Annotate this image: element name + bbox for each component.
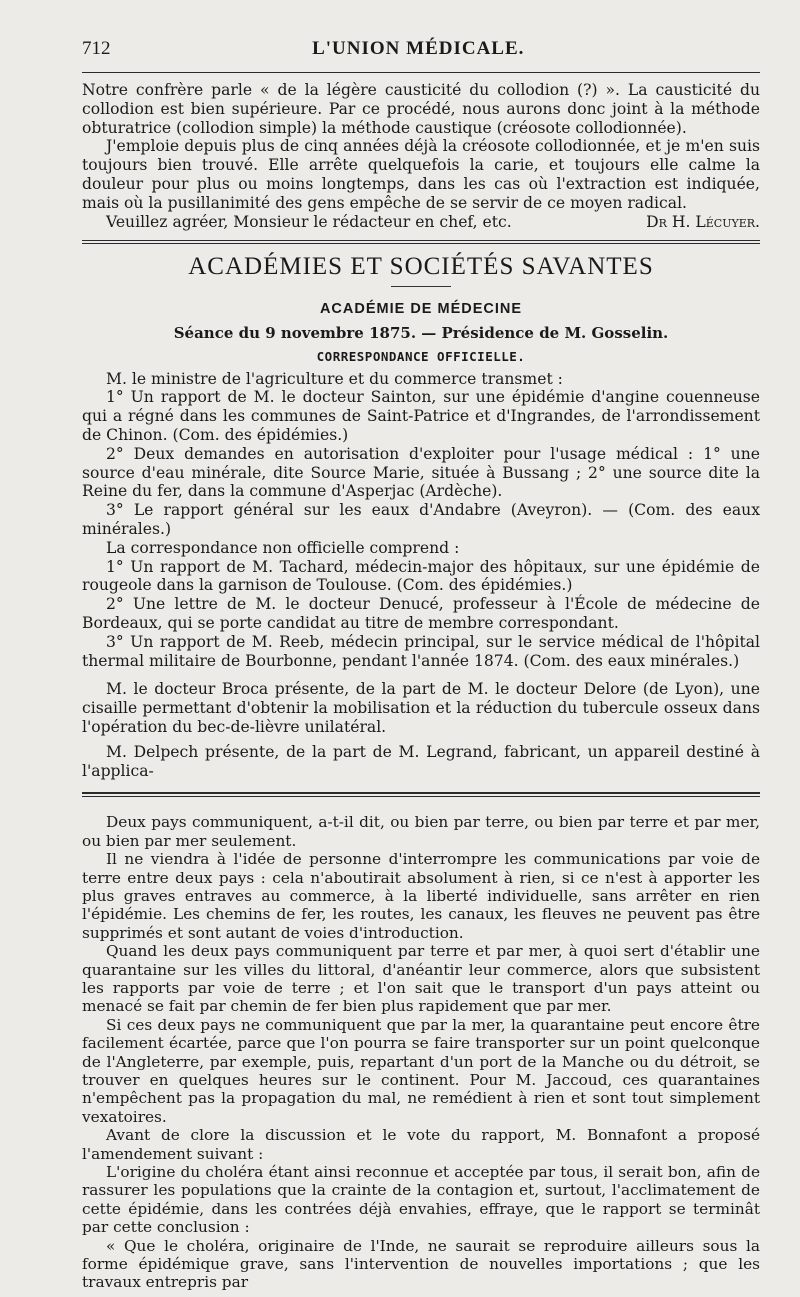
- section-title: ACADÉMIES ET SOCIÉTÉS SAVANTES: [188, 252, 654, 280]
- page-header: [82, 38, 760, 73]
- paragraph: 2° Deux demandes en autorisation d'exploiter pour l'usage médical : 1° une source d'eau minérale, dite Source Marie, située à Bussang ; 2° une source dite la Reine du fer, dans la commune d'Asperjac (Ardèche).: [82, 444, 760, 501]
- paragraph: 1° Un rapport de M. le docteur Sainton, sur une épidémie d'angine couenneuse qui a régné dans les communes de Saint-Patrice et d'Ingrandes, de l'arrondissement de Chinon. (Com. des épidémies.): [82, 388, 760, 444]
- paragraph: M. le ministre de l'agriculture et du commerce transmet :: [106, 369, 563, 388]
- letter-signoff: [82, 213, 760, 232]
- paragraph: 3° Un rapport de M. Reeb, médecin principal, sur le service médical de l'hôpital thermal militaire de Bourbonne, pendant l'année 1874. (Com. des eaux minérales.): [82, 632, 760, 670]
- paragraph: Avant de clore la discussion et le vote du rapport, M. Bonnafont a proposé l'amendement suivant :: [82, 1126, 760, 1163]
- seance-heading: Séance du 9 novembre 1875. — Présidence de M. Gosselin.: [173, 323, 669, 342]
- paragraph: M. le docteur Broca présente, de la part de M. le docteur Delore (de Lyon), une cisaille permettant d'obtenir la mobilisation et la réduction du tubercule osseux dans l'opération du bec-de-lièvre unilatéral.: [82, 680, 760, 736]
- feuilleton-text: [82, 813, 760, 1292]
- paragraph: Deux pays communiquent, a-t-il dit, ou bien par terre, ou bien par terre et par mer, ou bien par mer seulement.: [82, 813, 760, 850]
- section-divider: [82, 240, 760, 244]
- page-number: 712: [82, 38, 111, 59]
- title-underline: [391, 286, 451, 287]
- paragraph: L'origine du choléra étant ainsi reconnue et acceptée par tous, il serait bon, afin de rassurer les populations que la crainte de la contagion et, surtout, l'acclimatement de cette épidémie, dans les contrées déjà envahies, effraye, que le rapport se terminât par cette conclusion :: [82, 1163, 760, 1237]
- academy-heading: ACADÉMIE DE MÉDECINE: [319, 300, 523, 317]
- paragraph: « Que le choléra, originaire de l'Inde, ne saurait se reproduire ailleurs sous la forme épidémique grave, sans l'intervention de nouvelles importations ; que les travaux entrepris par: [82, 1236, 760, 1292]
- paragraph: M. Delpech présente, de la part de M. Legrand, fabricant, un appareil destiné à l'applica-: [82, 742, 760, 780]
- paragraph: 2° Une lettre de M. le docteur Denucé, professeur à l'École de médecine de Bordeaux, qui se porte candidat au titre de membre correspondant.: [82, 595, 760, 632]
- correspondance-heading: CORRESPONDANCE OFFICIELLE.: [316, 348, 526, 364]
- paragraph: Il ne viendra à l'idée de personne d'interrompre les communications par voie de terre entre deux pays : cela n'aboutirait absolument à rien, si ce n'est à apporter les plus graves entraves au commerce, à la liberté individuelle, sans arrêter en rien l'épidémie. Les chemins de fer, les routes, les canaux, les fleuves ne peuvent pas être supprimés et sont autant de voies d'introduction.: [82, 850, 760, 942]
- paragraph: Si ces deux pays ne communiquent que par la mer, la quarantaine peut encore être facilement écartée, parce que l'on pourra se faire transporter sur un point quelconque de l'Angleterre, par exemple, puis, repartant d'un port de la Manche ou du détroit, se trouver en quelques heures sur le continent. Pour M. Jaccoud, ces quarantaines n'empêchent pas la propagation du mal, ne remédient à rien et sont tout simplement vexatoires.: [82, 1015, 760, 1126]
- letter-signature: Dr H. Lécuyer.: [646, 212, 760, 231]
- paragraph: Quand les deux pays communiquent par terre et par mer, à quoi sert d'établir une quarantaine sur les villes du littoral, d'anéantir leur commerce, alors que subsistent les rapports par voie de terre ; et l'on sait que le transport d'un pays atteint ou menacé se fait par chemin de fer bien plus rapidement que par mer.: [82, 942, 760, 1016]
- journal-title: L'UNION MÉDICALE.: [312, 38, 525, 59]
- column-divider: [82, 792, 760, 797]
- letter-paragraph: Notre confrère parle « de la légère causticité du collodion (?) ». La causticité du collodion est bien supérieure. Par ce procédé, nous aurons donc joint à la méthode obturatrice (collodion simple) la méthode caustique (créosote collodionnée).: [82, 81, 760, 137]
- paragraph: 1° Un rapport de M. Tachard, médecin-major des hôpitaux, sur une épidémie de rougeole dans la garnison de Toulouse. (Com. des épidémies.): [82, 557, 760, 595]
- paragraph: 3° Le rapport général sur les eaux d'Andabre (Aveyron). — (Com. des eaux minérales.): [82, 501, 760, 538]
- letter-closing: Veuillez agréer, Monsieur le rédacteur en chef, etc.: [106, 212, 512, 231]
- paragraph: La correspondance non officielle comprend :: [106, 538, 460, 557]
- letter-paragraph: J'emploie depuis plus de cinq années déjà la créosote collodionnée, et je m'en suis toujours bien trouvé. Elle arrête quelquefois la carie, et toujours elle calme la douleur pour plus ou moins longtemps, dans les cas où l'extraction est indiquée, mais où la pusillanimité des gens empêche de se servir de ce moyen radical.: [82, 137, 760, 212]
